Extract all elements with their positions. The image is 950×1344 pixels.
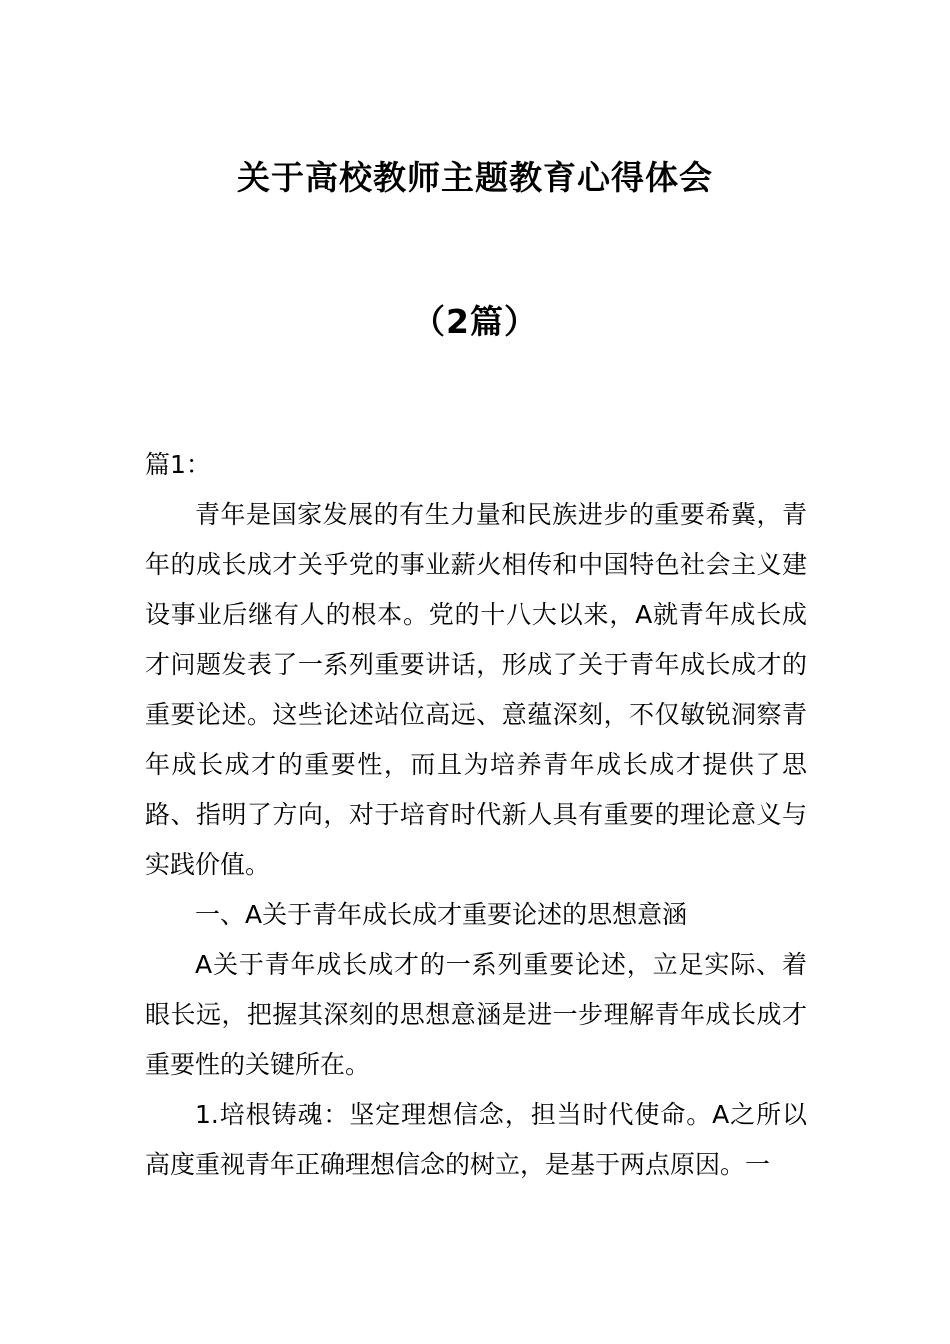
section-heading: 一、A关于青年成长成才重要论述的思想意涵 bbox=[195, 900, 688, 929]
section-label: 篇1： bbox=[145, 450, 211, 479]
document-title: 关于高校教师主题教育心得体会 bbox=[237, 158, 713, 197]
document-subtitle: （2篇） bbox=[412, 302, 538, 341]
paragraph: 青年是国家发展的有生力量和民族进步的重要希冀，青年的成长成才关乎党的事业薪火相传和中国特色社会主义建设事业后继有人的根本。党的十八大以来，A就青年成长成才问题发表了一系列重要讲话，形成了关于青年成长成才的重要论述。这些论述站位高远、意蕴深刻，不仅敏锐洞察青年成长成才的重要性，而且为培养青年成长成才提供了思路、指明了方向，对于培育时代新人具有重要的理论意义与实践价值。 bbox=[145, 500, 807, 879]
paragraph: 1.培根铸魂：坚定理想信念，担当时代使命。A之所以高度重视青年正确理想信念的树立，是基于两点原因。一 bbox=[145, 1100, 807, 1179]
paragraph: A关于青年成长成才的一系列重要论述，立足实际、着眼长远，把握其深刻的思想意涵是进一步理解青年成长成才重要性的关键所在。 bbox=[145, 950, 807, 1079]
document-body bbox=[145, 440, 807, 1190]
